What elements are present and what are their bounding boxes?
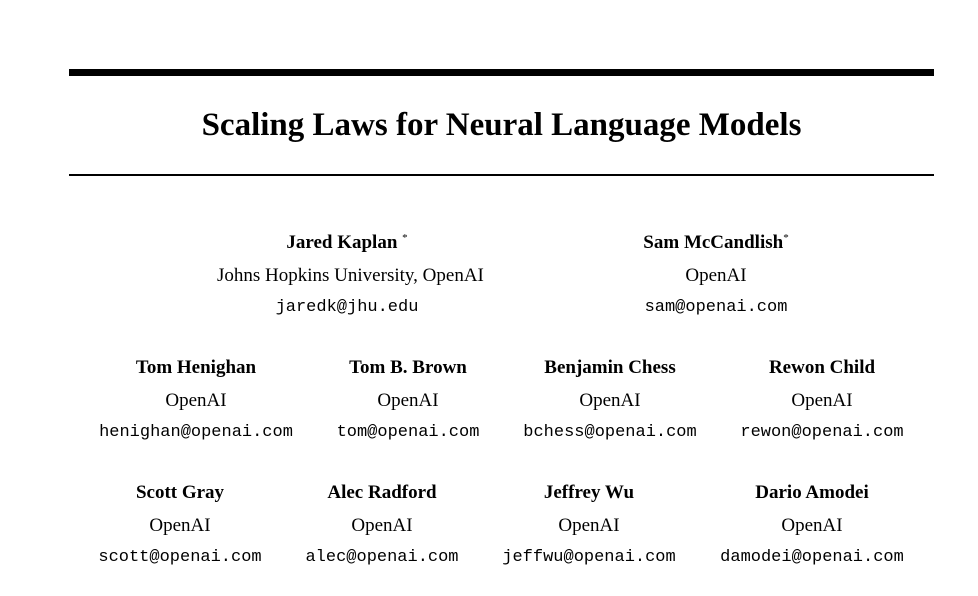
author-name: Rewon Child <box>768 357 876 378</box>
equal-contribution-mark: * <box>402 232 408 244</box>
author-affiliation: Johns Hopkins University, OpenAI <box>217 265 484 286</box>
author-name: Sam McCandlish* <box>643 232 789 253</box>
paper-title: Scaling Laws for Neural Language Models <box>201 107 802 143</box>
author-email[interactable]: henighan@openai.com <box>99 423 293 442</box>
author-affiliation: OpenAI <box>791 390 853 411</box>
author-email[interactable]: jeffwu@openai.com <box>502 548 676 567</box>
author-affiliation: OpenAI <box>149 515 211 536</box>
author-email[interactable]: tom@openai.com <box>336 423 480 442</box>
author-email[interactable]: scott@openai.com <box>98 548 262 567</box>
title-bottom-rule <box>69 174 934 176</box>
author-name: Jeffrey Wu <box>543 482 635 503</box>
author-name: Dario Amodei <box>755 482 869 503</box>
author-email[interactable]: jaredk@jhu.edu <box>275 298 419 317</box>
author-block-amodei <box>682 481 942 569</box>
author-affiliation: OpenAI <box>781 515 843 536</box>
author-name: Alec Radford <box>327 482 437 503</box>
author-name: Tom B. Brown <box>349 357 467 378</box>
author-email[interactable]: bchess@openai.com <box>523 423 697 442</box>
author-name: Tom Henighan <box>135 357 257 378</box>
equal-contribution-mark: * <box>783 232 789 244</box>
author-name: Scott Gray <box>135 482 225 503</box>
author-affiliation: OpenAI <box>351 515 413 536</box>
author-block-wu <box>459 481 719 569</box>
title-top-rule <box>69 69 934 76</box>
author-name: Benjamin Chess <box>544 357 676 378</box>
author-affiliation: OpenAI <box>558 515 620 536</box>
author-affiliation: OpenAI <box>165 390 227 411</box>
author-email[interactable]: alec@openai.com <box>305 548 459 567</box>
author-name: Jared Kaplan * <box>286 232 408 253</box>
author-affiliation: OpenAI <box>377 390 439 411</box>
author-email[interactable]: rewon@openai.com <box>740 423 904 442</box>
author-email[interactable]: damodei@openai.com <box>720 548 904 567</box>
author-block-child <box>692 356 952 444</box>
author-block-kaplan <box>217 231 484 319</box>
author-affiliation: OpenAI <box>685 265 747 286</box>
author-affiliation: OpenAI <box>579 390 641 411</box>
author-email[interactable]: sam@openai.com <box>644 298 788 317</box>
author-block-mccandlish <box>586 231 846 319</box>
